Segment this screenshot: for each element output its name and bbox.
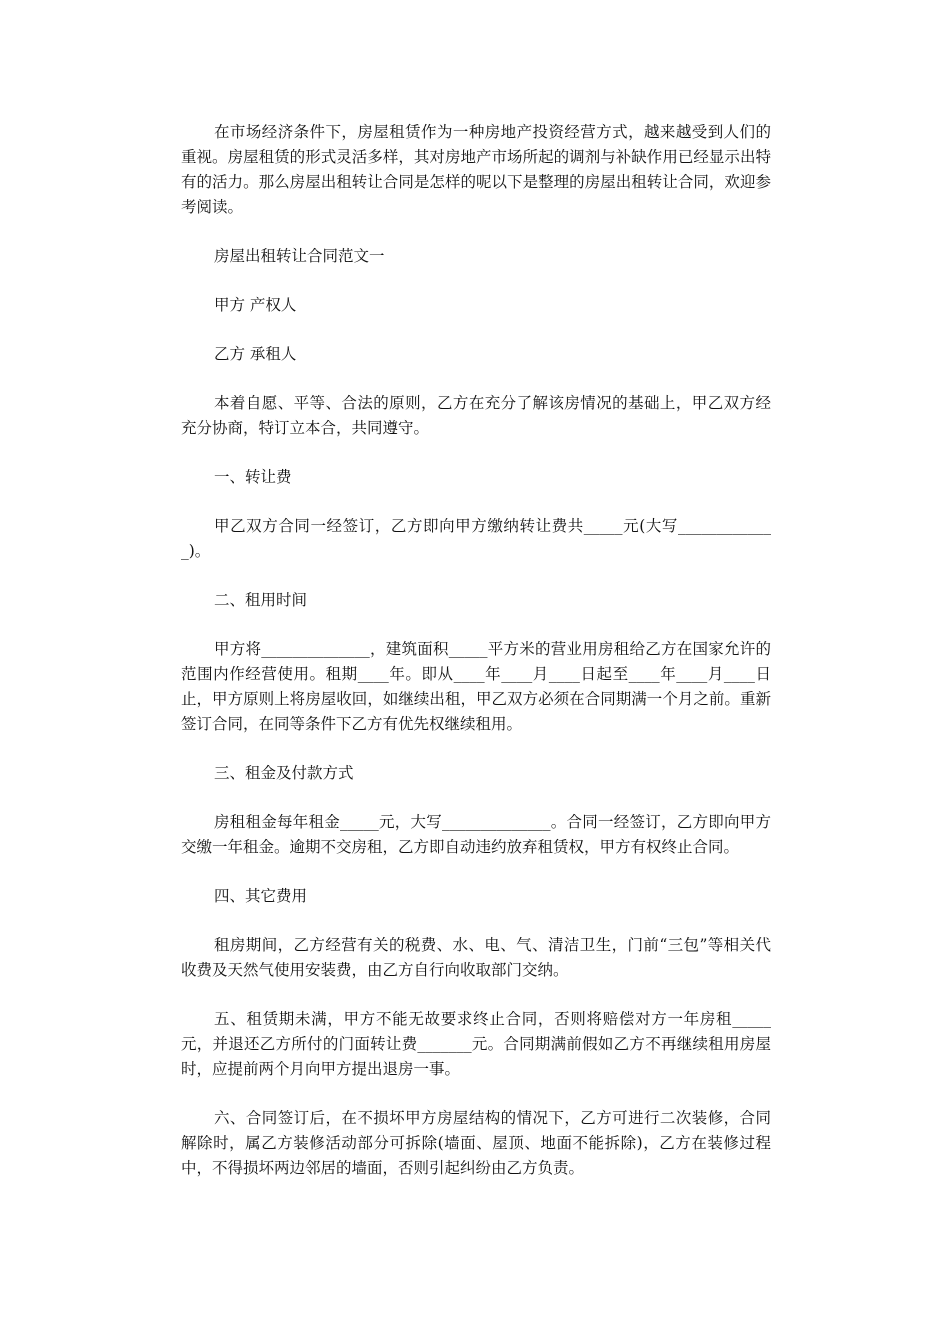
intro-paragraph: 在市场经济条件下，房屋租赁作为一种房地产投资经营方式，越来越受到人们的重视。房屋租赁的形式灵活多样，其对房地产市场所起的调剂与补缺作用已经显示出特有的活力。那么房屋出租转让合同是怎样的呢以下是整理的房屋出租转让合同，欢迎参考阅读。 — [181, 123, 771, 216]
clause-5-paragraph: 五、租赁期未满，甲方不能无故要求终止合同，否则将赔偿对方一年房租_____元，并退还乙方所付的门面转让费_______元。合同期满前假如乙方不再继续租用房屋时，应提前两个月向甲方提出退房一事。 — [181, 1010, 771, 1078]
section-heading-transfer-fee: 一、转让费 — [214, 468, 292, 486]
section-heading-rent-payment: 三、租金及付款方式 — [214, 764, 354, 782]
document-body — [181, 120, 771, 1205]
section-heading-other-fees: 四、其它费用 — [214, 887, 308, 905]
clause-6-paragraph: 六、合同签订后，在不损坏甲方房屋结构的情况下，乙方可进行二次装修，合同解除时，属乙方装修活动部分可拆除(墙面、屋顶、地面不能拆除)，乙方在装修过程中，不得损坏两边邻居的墙面，否则引起纠纷由乙方负责。 — [181, 1109, 771, 1177]
section-body-lease-term: 甲方将______________，建筑面积_____平方米的营业用房租给乙方在国家允许的范围内作经营使用。租期____年。即从____年____月____日起至____年____月____日止，甲方原则上将房屋收回，如继续出租，甲乙双方必须在合同期满一个月之前。重新签订合同，在同等条件下乙方有优先权继续租用。 — [181, 640, 771, 733]
section-body-transfer-fee: 甲乙双方合同一经签订，乙方即向甲方缴纳转让费共_____元(大写_____________)。 — [181, 517, 771, 560]
preamble-paragraph: 本着自愿、平等、合法的原则，乙方在充分了解该房情况的基础上，甲乙双方经充分协商，特订立本合，共同遵守。 — [181, 394, 771, 437]
party-a: 甲方 产权人 — [214, 296, 297, 314]
party-b: 乙方 承租人 — [214, 345, 297, 363]
section-body-rent-payment: 房租租金每年租金_____元，大写______________。合同一经签订，乙方即向甲方交缴一年租金。逾期不交房租，乙方即自动违约放弃租赁权，甲方有权终止合同。 — [181, 813, 771, 856]
contract-title: 房屋出租转让合同范文一 — [214, 247, 385, 265]
section-heading-lease-term: 二、租用时间 — [214, 591, 308, 609]
section-body-other-fees: 租房期间，乙方经营有关的税费、水、电、气、清洁卫生，门前“三包”等相关代收费及天然气使用安装费，由乙方自行向收取部门交纳。 — [181, 936, 771, 979]
